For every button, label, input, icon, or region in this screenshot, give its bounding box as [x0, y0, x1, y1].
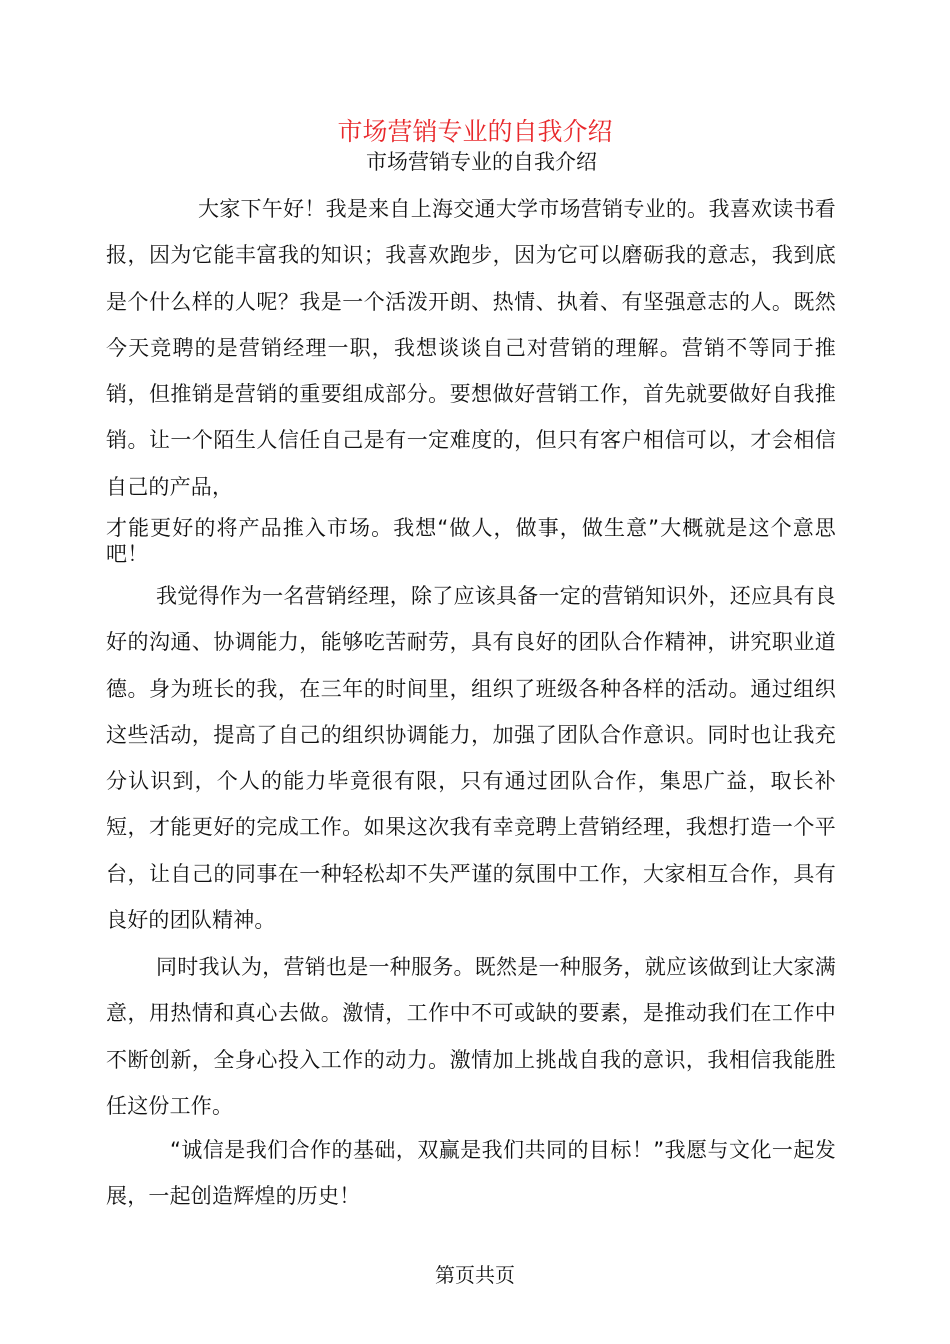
document-subtitle: 市场营销专业的自我介绍	[366, 150, 597, 174]
paragraph-4: 同时我认为，营销也是一种服务。既然是一种服务，就应该做到让大家满意，用热情和真心去做。激情，工作中不可或缺的要素，是推动我们在工作中不断创新，全身心投入工作的动力。激情加上挑战自我的意识，我相信我能胜任这份工作。	[106, 955, 836, 1118]
page-footer: 第页共页	[435, 1263, 515, 1287]
document-title: 市场营销专业的自我介绍	[337, 117, 613, 146]
paragraph-1: 大家下午好！我是来自上海交通大学市场营销专业的。我喜欢读书看报，因为它能丰富我的知识；我喜欢跑步，因为它可以磨砺我的意志，我到底是个什么样的人呢？我是一个活泼开朗、热情、执着、有坚强意志的人。既然今天竞聘的是营销经理一职，我想谈谈自己对营销的理解。营销不等同于推销，但推销是营销的重要组成部分。要想做好营销工作，首先就要做好自我推销。让一个陌生人信任自己是有一定难度的，但只有客户相信可以，才会相信自己的产品，	[106, 197, 836, 499]
paragraph-3: 我觉得作为一名营销经理，除了应该具备一定的营销知识外，还应具有良好的沟通、协调能力，能够吃苦耐劳，具有良好的团队合作精神，讲究职业道德。身为班长的我，在三年的时间里，组织了班级各种各样的活动。通过组织这些活动，提高了自己的组织协调能力，加强了团队合作意识。同时也让我充分认识到，个人的能力毕竟很有限，只有通过团队合作，集思广益，取长补短，才能更好的完成工作。如果这次我有幸竞聘上营销经理，我想打造一个平台，让自己的同事在一种轻松却不失严谨的氛围中工作，大家相互合作，具有良好的团队精神。	[106, 584, 836, 933]
paragraph-5: “诚信是我们合作的基础，双赢是我们共同的目标！”我愿与文化一起发展，一起创造辉煌的历史！	[106, 1138, 836, 1209]
paragraph-2: 才能更好的将产品推入市场。我想“做人，做事，做生意”大概就是这个意思吧！	[106, 516, 836, 566]
